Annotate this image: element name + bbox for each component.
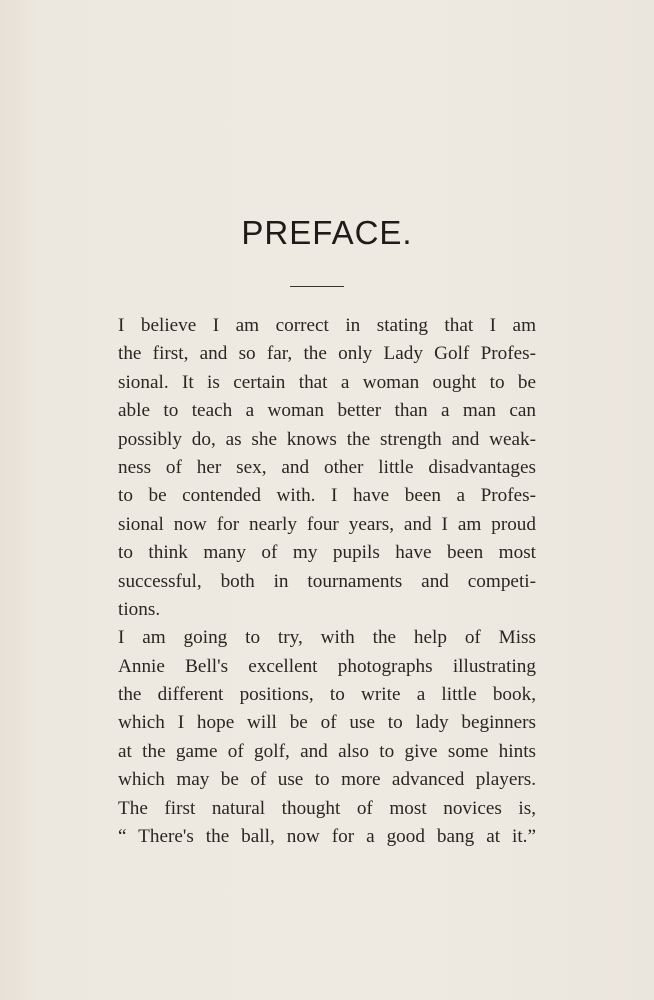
text-line: able to teach a woman better than a man can <box>118 400 536 422</box>
text-line: at the game of golf, and also to give some hints <box>118 740 536 762</box>
text-line: “ There's the ball, now for a good bang at it.” <box>118 826 536 848</box>
text-line: the first, and so far, the only Lady Golf Profes- <box>118 343 536 365</box>
text-line: to think many of my pupils have been most <box>118 542 536 564</box>
text-line: possibly do, as she knows the strength and weak- <box>118 428 536 450</box>
text-line: ness of her sex, and other little disadvantages <box>118 456 536 478</box>
page-title: PREFACE. <box>241 214 413 251</box>
text-line: to be contended with. I have been a Profes- <box>118 485 536 507</box>
title-rule <box>290 286 344 287</box>
text-line: Annie Bell's excellent photographs illustrating <box>118 655 536 677</box>
text-line: The first natural thought of most novices is, <box>118 797 536 819</box>
preface-text <box>118 312 536 851</box>
text-line: which may be of use to more advanced players. <box>118 769 536 791</box>
text-line: which I hope will be of use to lady beginners <box>118 712 536 734</box>
text-line: tions. <box>118 598 161 620</box>
text-line: I am going to try, with the help of Miss <box>118 627 536 649</box>
text-line: I believe I am correct in stating that I am <box>118 315 536 336</box>
text-line: the different positions, to write a little book, <box>118 684 536 706</box>
text-line: sional now for nearly four years, and I am proud <box>118 513 536 535</box>
text-line: successful, both in tournaments and competi- <box>118 570 536 592</box>
text-line: sional. It is certain that a woman ought to be <box>118 371 536 393</box>
